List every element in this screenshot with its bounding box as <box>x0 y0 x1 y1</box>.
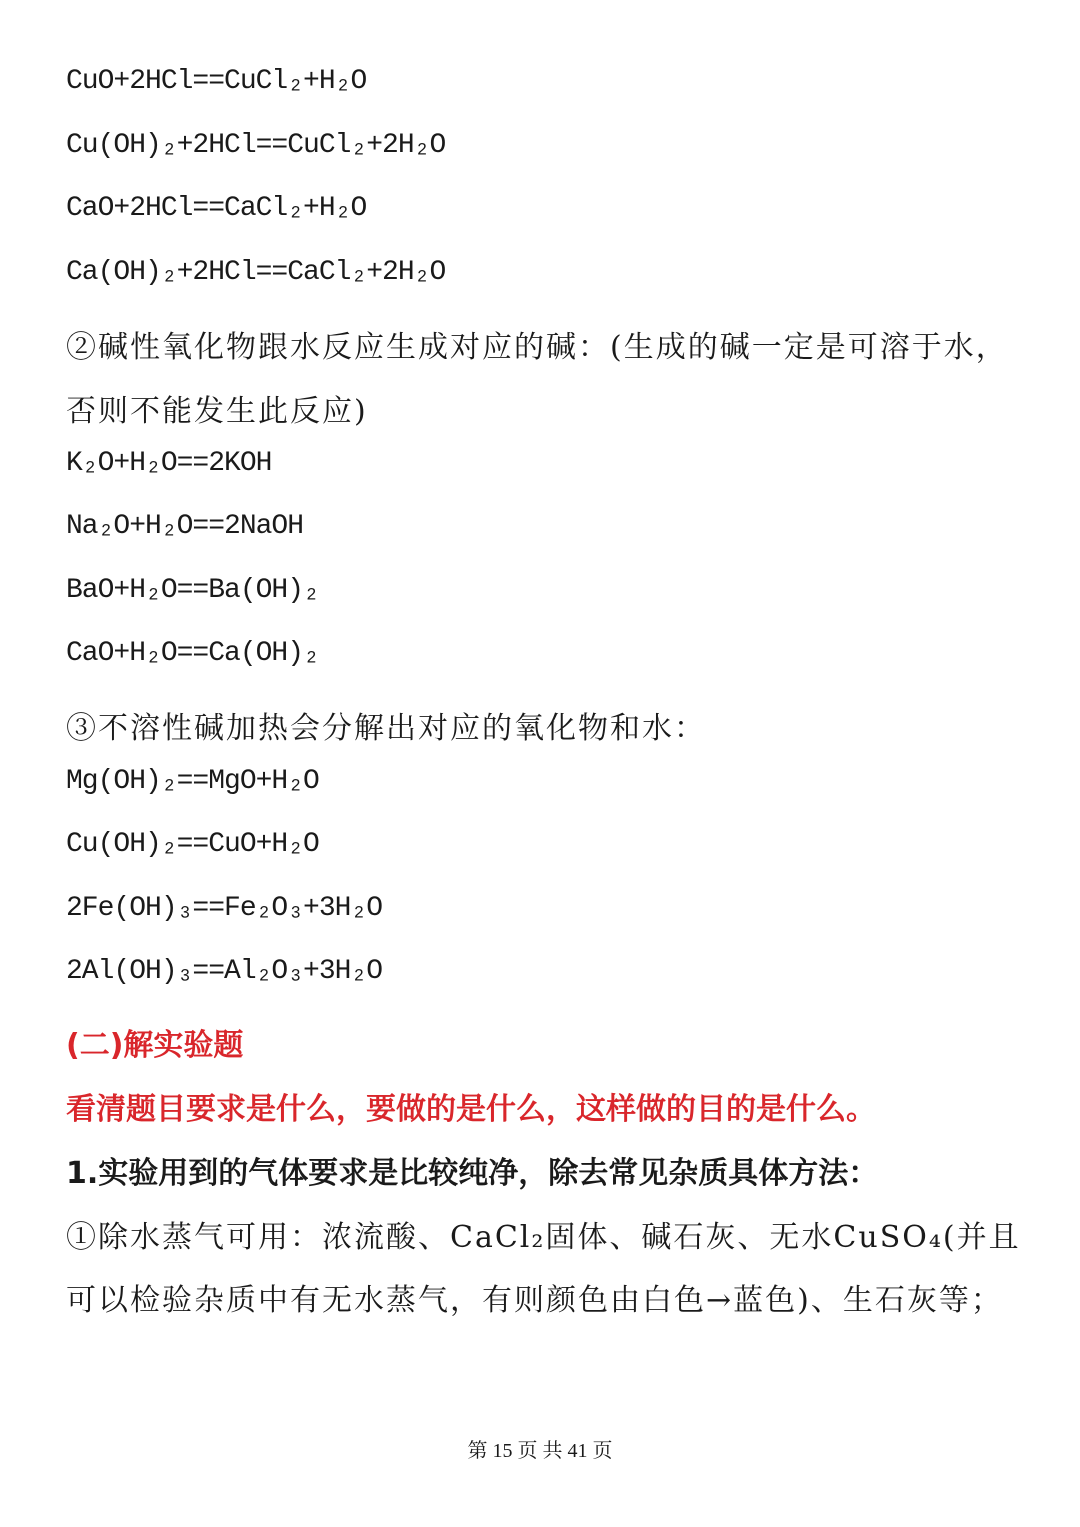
equation-cuo-hcl: CuO+2HCl==CuCl₂+H₂O <box>66 66 367 97</box>
equation-cuoh2-decompose: Cu(OH)₂==CuO+H₂O <box>66 829 319 860</box>
equation-caoh2-hcl: Ca(OH)₂+2HCl==CaCl₂+2H₂O <box>66 257 446 288</box>
equation-cuoh2-hcl: Cu(OH)₂+2HCl==CuCl₂+2H₂O <box>66 130 446 161</box>
point1-title: 1.实验用到的气体要求是比较纯净，除去常见杂质具体方法： <box>66 1156 879 1191</box>
point1-item1-line1: ①除水蒸气可用：浓流酸、CaCl₂固体、碱石灰、无水CuSO₄(并且 <box>66 1220 1021 1255</box>
section-heading: (二)解实验题 <box>66 1028 244 1063</box>
equation-na2o-h2o: Na₂O+H₂O==2NaOH <box>66 511 304 542</box>
page-footer: 第 15 页 共 41 页 <box>467 1440 613 1462</box>
equation-cao-hcl: CaO+2HCl==CaCl₂+H₂O <box>66 193 367 224</box>
section-tip: 看清题目要求是什么，要做的是什么，这样做的目的是什么。 <box>66 1092 876 1127</box>
equation-mgoh2-decompose: Mg(OH)₂==MgO+H₂O <box>66 766 319 797</box>
point1-item1-line2: 可以检验杂质中有无水蒸气，有则颜色由白色→蓝色)、生石灰等； <box>66 1283 1003 1318</box>
equation-feoh3-decompose: 2Fe(OH)₃==Fe₂O₃+3H₂O <box>66 893 383 924</box>
equation-cao-h2o: CaO+H₂O==Ca(OH)₂ <box>66 638 319 669</box>
equation-k2o-h2o: K₂O+H₂O==2KOH <box>66 448 272 479</box>
rule3: ③不溶性碱加热会分解出对应的氧化物和水： <box>66 711 706 746</box>
rule2-line1: ②碱性氧化物跟水反应生成对应的碱：(生成的碱一定是可溶于水， <box>66 330 1008 365</box>
equation-bao-h2o: BaO+H₂O==Ba(OH)₂ <box>66 575 319 606</box>
rule2-line2: 否则不能发生此反应) <box>66 394 368 429</box>
equation-aloh3-decompose: 2Al(OH)₃==Al₂O₃+3H₂O <box>66 956 383 987</box>
